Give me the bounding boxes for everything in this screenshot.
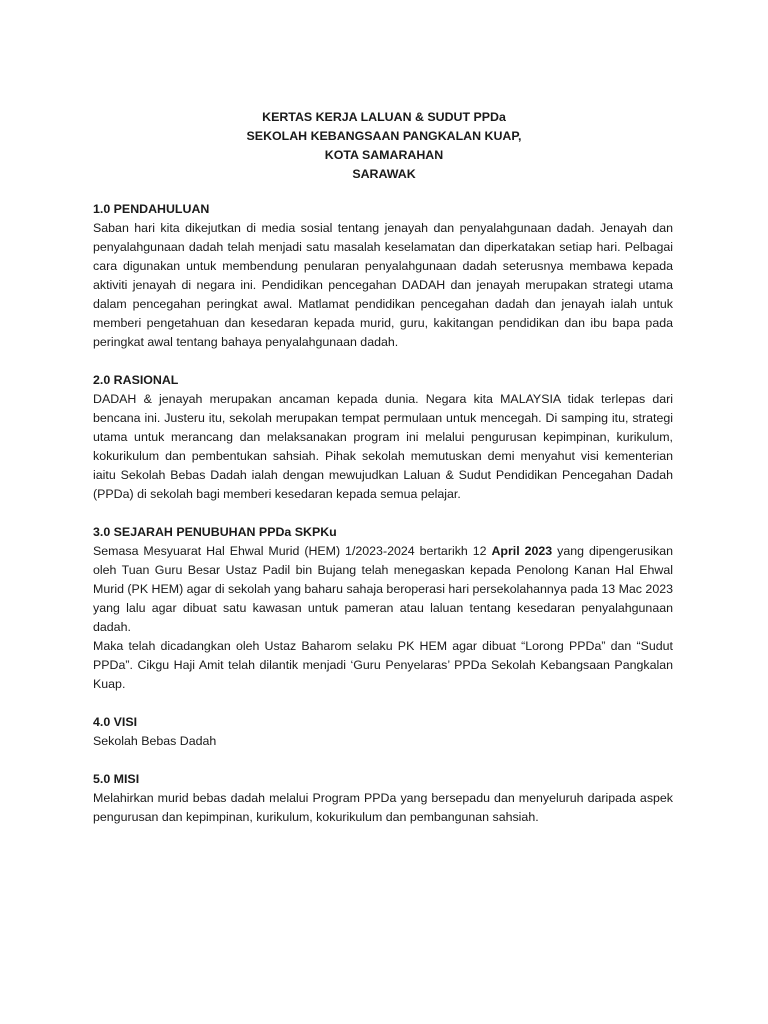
section-paragraph: Sekolah Bebas Dadah bbox=[93, 734, 217, 748]
document-title bbox=[0, 108, 768, 184]
section-paragraph: Saban hari kita dikejutkan di media sosial tentang jenayah dan penyalahgunaan dadah. Jenayah dan penyalahgunaan dadah telah menjadi satu masalah keselamatan dan diperkatakan setiap hari. Pelbagai cara digunakan untuk membendung penularan penyalahgunaan dadah seterusnya membawa kepada aktiviti jenayah di negara ini. Pendidikan pencegahan DADAH dan jenayah merupakan strategi utama dalam pencegahan peringkat awal. Matlamat pendidikan pencegahan dadah dan jenayah ialah untuk memberi pengetahuan dan kesedaran kepada murid, guru, kakitangan pendidikan dan ibu bapa pada peringkat awal tentang bahaya penyalahgunaan dadah. bbox=[93, 221, 673, 349]
paragraph-text: yang dipengerusikan oleh Tuan Guru Besar Ustaz Padil bin Bujang telah menegaskan kepada Penolong Kanan Hal Ehwal Murid (PK HEM) agar di sekolah yang baharu sahaja beroperasi hari persekolahannya pada 13 Mac 2023 yang lalu agar dibuat satu kawasan untuk pameran atau laluan tentang kesedaran penyalahgunaan dadah. bbox=[93, 544, 673, 634]
section-visi bbox=[93, 713, 673, 751]
section-pendahuluan bbox=[93, 200, 673, 352]
section-heading: 1.0 PENDAHULUAN bbox=[93, 202, 210, 216]
section-paragraph: Maka telah dicadangkan oleh Ustaz Baharom selaku PK HEM agar dibuat “Lorong PPDa” dan “Sudut PPDa”. Cikgu Haji Amit telah dilantik menjadi ‘Guru Penyelaras’ PPDa Sekolah Kebangsaan Pangkalan Kuap. bbox=[93, 639, 673, 691]
title-line-3: KOTA SAMARAHAN bbox=[324, 148, 444, 162]
section-heading: 4.0 VISI bbox=[93, 715, 138, 729]
section-heading: 2.0 RASIONAL bbox=[93, 373, 179, 387]
section-paragraph bbox=[93, 542, 673, 637]
title-line-4: SARAWAK bbox=[352, 167, 416, 181]
document-body bbox=[93, 200, 673, 846]
section-heading: 3.0 SEJARAH PENUBUHAN PPDa SKPKu bbox=[93, 525, 337, 539]
date-emphasis: April 2023 bbox=[491, 544, 553, 558]
section-rasional bbox=[93, 371, 673, 504]
title-line-2: SEKOLAH KEBANGSAAN PANGKALAN KUAP, bbox=[246, 129, 522, 143]
section-heading: 5.0 MISI bbox=[93, 772, 140, 786]
section-sejarah bbox=[93, 523, 673, 694]
section-misi bbox=[93, 770, 673, 827]
title-line-1: KERTAS KERJA LALUAN & SUDUT PPDa bbox=[262, 110, 506, 124]
section-paragraph: Melahirkan murid bebas dadah melalui Program PPDa yang bersepadu dan menyeluruh daripada aspek pengurusan dan kepimpinan, kurikulum, kokurikulum dan pembangunan sahsiah. bbox=[93, 791, 673, 824]
section-paragraph: DADAH & jenayah merupakan ancaman kepada dunia. Negara kita MALAYSIA tidak terlepas dari bencana ini. Justeru itu, sekolah merupakan tempat permulaan untuk mencegah. Di samping itu, strategi utama untuk merancang dan melaksanakan program ini melalui pengurusan kepimpinan, kurikulum, kokurikulum dan pembentukan sahsiah. Pihak sekolah memutuskan demi menyahut visi kementerian iaitu Sekolah Bebas Dadah ialah dengan mewujudkan Laluan & Sudut Pendidikan Pencegahan Dadah (PPDa) di sekolah bagi memberi kesedaran kepada semua pelajar. bbox=[93, 392, 673, 501]
paragraph-text: Semasa Mesyuarat Hal Ehwal Murid (HEM) 1/2023-2024 bertarikh 12 bbox=[93, 544, 492, 558]
